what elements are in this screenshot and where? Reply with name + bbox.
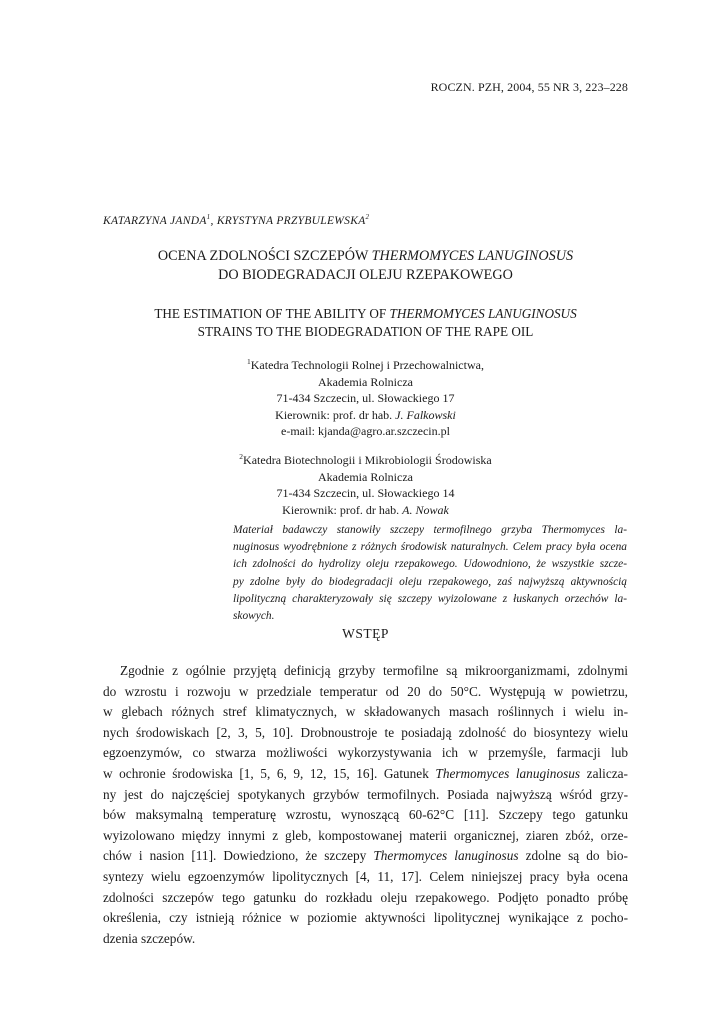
species-name: Thermomyces lanuginosus xyxy=(373,848,519,864)
title-english xyxy=(103,305,628,341)
paragraph-line: nych środowiskach [2, 3, 5, 10]. Drobnoustroje te posiadają zdolność do biosyntezy wielu xyxy=(103,724,628,740)
title-line: DO BIODEGRADACJI OLEJU RZEPAKOWEGO xyxy=(218,267,513,283)
affiliation-line xyxy=(103,357,628,374)
paragraph-line xyxy=(103,846,628,867)
species-name: Thermomyces lanuginosus xyxy=(435,765,581,781)
paragraph-line: wyizolowano między innymi z gleb, kompostowanej materii organicznej, ziaren zbóż, orze- xyxy=(103,827,628,843)
paragraph-line: Zgodnie z ogólnie przyjętą definicją grzyby termofilne są mikroorganizmami, zdolnymi xyxy=(120,663,628,678)
affiliation-line: Akademia Rolnicza xyxy=(318,469,413,484)
paragraph-line: bów maksymalną temperaturę wzrostu, wynoszącą 60-62°C [11]. Szczepy tego gatunku xyxy=(103,807,628,823)
abstract-line: nuginosus wyodrębnione z różnych środowisk naturalnych. Celem pracy była ocena xyxy=(233,541,627,554)
paragraph-line: egzoenzymów, co stwarza możliwości wykorzystywania ich w przemyśle, farmacji lub xyxy=(103,745,628,761)
head-label: Kierownik: prof. dr hab. xyxy=(275,407,396,422)
abstract-line: skowych. xyxy=(233,610,275,623)
affiliation-head xyxy=(103,407,628,424)
abstract-line: ich zdolności do hydrolizy oleju rzepakowego. Udowodniono, że wszystkie szcze- xyxy=(233,558,627,571)
title-species-name: THERMOMYCES LANUGINOSUS xyxy=(389,306,577,321)
text-run: chów i nasion [11]. Dowiedziono, że szczepy xyxy=(103,848,374,864)
affiliation-address: 71-434 Szczecin, ul. Słowackiego 14 xyxy=(276,486,455,501)
head-name: J. Falkowski xyxy=(395,407,456,422)
paragraph-line xyxy=(103,764,628,785)
author-line xyxy=(103,215,369,227)
abstract-line: Materiał badawczy stanowiły szczepy termofilnego grzyba Thermomyces la- xyxy=(233,524,627,536)
title-polish xyxy=(103,247,628,285)
affiliation-line: Akademia Rolnicza xyxy=(318,374,413,389)
abstract-line: lipolityczną charakteryzowały się szczepy wyizolowane z łuskanych orzechów la- xyxy=(233,592,627,605)
title-line xyxy=(103,305,628,323)
title-species-name: THERMOMYCES LANUGINOSUS xyxy=(371,248,574,264)
paragraph-line: do wzrostu i rozwoju w przedziale temperatur od 20 do 50°C. Występują w powietrzu, xyxy=(103,683,628,699)
affiliation-text: Katedra Technologii Rolnej i Przechowalnictwa, xyxy=(250,358,484,372)
author-affiliation-marker: 2 xyxy=(365,213,370,222)
affiliation-address: 71-434 Szczecin, ul. Słowackiego 17 xyxy=(276,391,455,406)
journal-reference: ROCZN. PZH, 2004, 55 NR 3, 223–228 xyxy=(430,80,628,94)
paragraph-line: w glebach różnych stref klimatycznych, w składowanych masach roślinnych i wielu in- xyxy=(103,704,628,720)
head-name: A. Nowak xyxy=(402,502,449,517)
abstract-line: py zdolne były do biodegradacji oleju rzepakowego, zaś najwyższą aktywnością xyxy=(233,575,627,588)
title-line: STRAINS TO THE BIODEGRADATION OF THE RAPE OIL xyxy=(197,324,534,339)
head-label: Kierownik: prof. dr hab. xyxy=(282,502,403,517)
author-name: KATARZYNA JANDA xyxy=(103,215,207,227)
text-run: w ochronie środowiska [1, 5, 6, 9, 12, 15, 16]. Gatunek xyxy=(103,765,436,781)
paragraph-line: zdolności szczepów tego gatunku do rozkładu oleju rzepakowego. Podjęto ponadto próbę xyxy=(103,889,628,905)
title-text: OCENA ZDOLNOŚCI SZCZEPÓW xyxy=(157,248,372,264)
paragraph-line: określenia, czy istnieją różnice w poziomie aktywności lipolitycznej wynikające z pocho- xyxy=(103,910,628,926)
introduction-paragraph xyxy=(103,661,628,949)
section-heading: WSTĘP xyxy=(342,626,389,641)
affiliation-line xyxy=(103,452,628,469)
text-run: zalicza- xyxy=(580,765,628,781)
affiliation-email: e-mail: kjanda@agro.ar.szczecin.pl xyxy=(281,424,450,439)
paragraph-line: syntezy wielu egzoenzymów lipolitycznych [4, 11, 17]. Celem niniejszej pracy była ocena xyxy=(103,868,628,884)
abstract xyxy=(233,522,627,625)
paragraph-line: dzenia szczepów. xyxy=(103,930,196,946)
affiliation-1 xyxy=(103,357,628,440)
author-name: KRYSTYNA PRZYBULEWSKA xyxy=(216,215,366,227)
author-affiliation-marker: 1 xyxy=(206,213,211,222)
affiliation-2 xyxy=(103,452,628,518)
title-text: THE ESTIMATION OF THE ABILITY OF xyxy=(154,306,390,321)
text-run: zdolne są do bio- xyxy=(518,848,628,864)
affiliation-text: Katedra Biotechnologii i Mikrobiologii Środowiska xyxy=(243,453,492,467)
affiliation-marker: 2 xyxy=(239,452,244,461)
author-separator: , xyxy=(210,215,217,227)
title-line xyxy=(103,247,628,266)
affiliation-head xyxy=(103,502,628,519)
paragraph-line: ny jest do najczęściej spotykanych grzybów termofilnych. Posiada najwyższą wśród grzy- xyxy=(103,786,628,802)
affiliation-marker: 1 xyxy=(247,357,251,366)
